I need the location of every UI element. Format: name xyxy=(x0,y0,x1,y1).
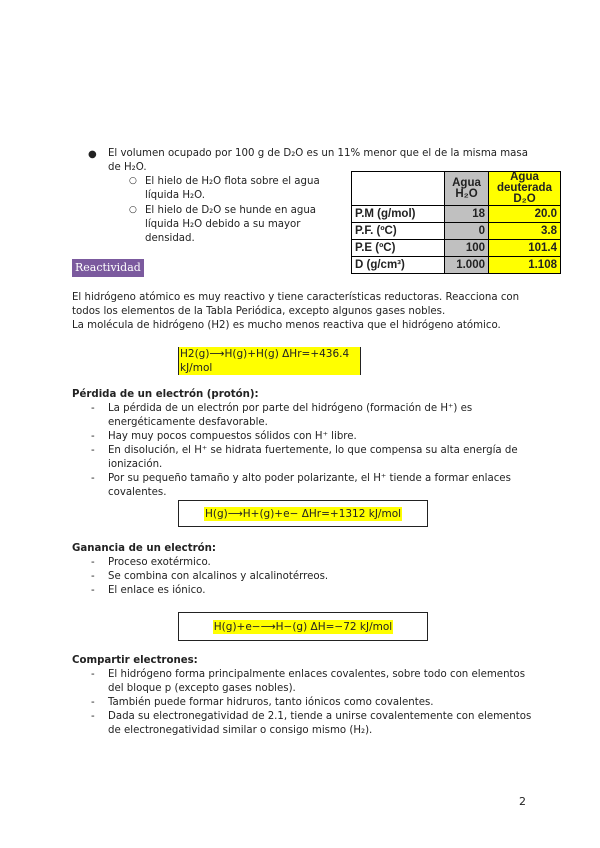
row-d2o-value: 1.108 xyxy=(489,257,561,274)
sub-bullet-1-line1: El hielo de H₂O flota sobre el agua xyxy=(145,176,320,187)
dash-marker: - xyxy=(91,669,95,680)
row-h2o-value: 18 xyxy=(445,206,489,223)
header-d2o: Agua deuterada D₂O xyxy=(489,172,561,206)
loss-heading: Pérdida de un electrón (protón): xyxy=(72,389,259,400)
water-comparison-table xyxy=(351,171,561,274)
equation-box-1 xyxy=(178,347,361,375)
gain-item-2: Se combina con alcalinos y alcalinotérreos. xyxy=(108,571,329,582)
row-label: P.F. (ºC) xyxy=(352,223,445,240)
header-h2o: Agua H₂O xyxy=(445,172,489,206)
sub-bullet-2-line1: El hielo de D₂O se hunde en agua xyxy=(145,205,317,216)
loss-item-1-line1: La pérdida de un electrón por parte del hidrógeno (formación de H⁺) es xyxy=(108,403,473,414)
row-h2o-value: 1.000 xyxy=(445,257,489,274)
section-title: Reactividad xyxy=(72,259,144,277)
table-row xyxy=(352,206,561,223)
equation-box-2 xyxy=(178,500,428,527)
sub-bullet-circle: ○ xyxy=(129,205,137,215)
table-row xyxy=(352,240,561,257)
dash-marker: - xyxy=(91,403,95,414)
loss-item-1-line2: energéticamente desfavorable. xyxy=(108,417,268,428)
gain-heading: Ganancia de un electrón: xyxy=(72,543,216,554)
loss-item-3-line1: En disolución, el H⁺ se hidrata fuertemente, lo que compensa su alta energía de xyxy=(108,445,518,456)
loss-item-2: Hay muy pocos compuestos sólidos con H⁺ libre. xyxy=(108,431,357,442)
loss-item-4-line1: Por su pequeño tamaño y alto poder polarizante, el H⁺ tiende a formar enlaces xyxy=(108,473,511,484)
equation-2: H(g)⟶H+(g)+e− ΔHr=+1312 kJ/mol xyxy=(204,507,402,520)
sub-bullet-circle: ○ xyxy=(129,176,137,186)
equation-box-3 xyxy=(178,612,428,641)
reactivity-line2: todos los elementos de la Tabla Periódica, excepto algunos gases nobles. xyxy=(72,306,446,317)
dash-marker: - xyxy=(91,585,95,596)
equation-3: H(g)+e−⟶H−(g) ΔH=−72 kJ/mol xyxy=(213,620,393,633)
dash-marker: - xyxy=(91,571,95,582)
bullet-dot: ● xyxy=(88,149,97,160)
row-h2o-value: 100 xyxy=(445,240,489,257)
intro-bullet-1: El volumen ocupado por 100 g de D₂O es un 11% menor que el de la misma masa xyxy=(108,148,528,159)
intro-bullet-1-cont: de H₂O. xyxy=(108,162,147,173)
row-label: P.E (ºC) xyxy=(352,240,445,257)
dash-marker: - xyxy=(91,473,95,484)
dash-marker: - xyxy=(91,445,95,456)
loss-item-3-line2: ionización. xyxy=(108,459,163,470)
table-row xyxy=(352,223,561,240)
share-item-1-line2: del bloque p (excepto gases nobles). xyxy=(108,683,296,694)
share-item-3-line1: Dada su electronegatividad de 2.1, tiende a unirse covalentemente con elementos xyxy=(108,711,532,722)
equation-1: H2(g)⟶H(g)+H(g) ΔHr=+436.4 kJ/mol xyxy=(179,347,360,375)
sub-bullet-2-line3: densidad. xyxy=(145,233,195,244)
reactivity-line3: La molécula de hidrógeno (H2) es mucho menos reactiva que el hidrógeno atómico. xyxy=(72,320,501,331)
loss-item-4-line2: covalentes. xyxy=(108,487,167,498)
sub-bullet-2-line2: líquida H₂O debido a su mayor xyxy=(145,219,301,230)
table-header-row xyxy=(352,172,561,206)
row-d2o-value: 101.4 xyxy=(489,240,561,257)
share-item-2: También puede formar hidruros, tanto iónicos como covalentes. xyxy=(108,697,434,708)
table-corner-cell xyxy=(352,172,445,206)
dash-marker: - xyxy=(91,557,95,568)
row-label: P.M (g/mol) xyxy=(352,206,445,223)
share-heading: Compartir electrones: xyxy=(72,655,198,666)
row-h2o-value: 0 xyxy=(445,223,489,240)
gain-item-3: El enlace es iónico. xyxy=(108,585,206,596)
row-label: D (g/cm³) xyxy=(352,257,445,274)
dash-marker: - xyxy=(91,711,95,722)
row-d2o-value: 20.0 xyxy=(489,206,561,223)
dash-marker: - xyxy=(91,697,95,708)
dash-marker: - xyxy=(91,431,95,442)
page-number: 2 xyxy=(519,795,526,808)
row-d2o-value: 3.8 xyxy=(489,223,561,240)
table-row xyxy=(352,257,561,274)
share-item-3-line2: de electronegatividad similar o consigo mismo (H₂). xyxy=(108,725,373,736)
sub-bullet-1-line2: líquida H₂O. xyxy=(145,190,205,201)
share-item-1-line1: El hidrógeno forma principalmente enlaces covalentes, sobre todo con elementos xyxy=(108,669,526,680)
reactivity-line1: El hidrógeno atómico es muy reactivo y tiene características reductoras. Reacciona con xyxy=(72,292,520,303)
gain-item-1: Proceso exotérmico. xyxy=(108,557,211,568)
